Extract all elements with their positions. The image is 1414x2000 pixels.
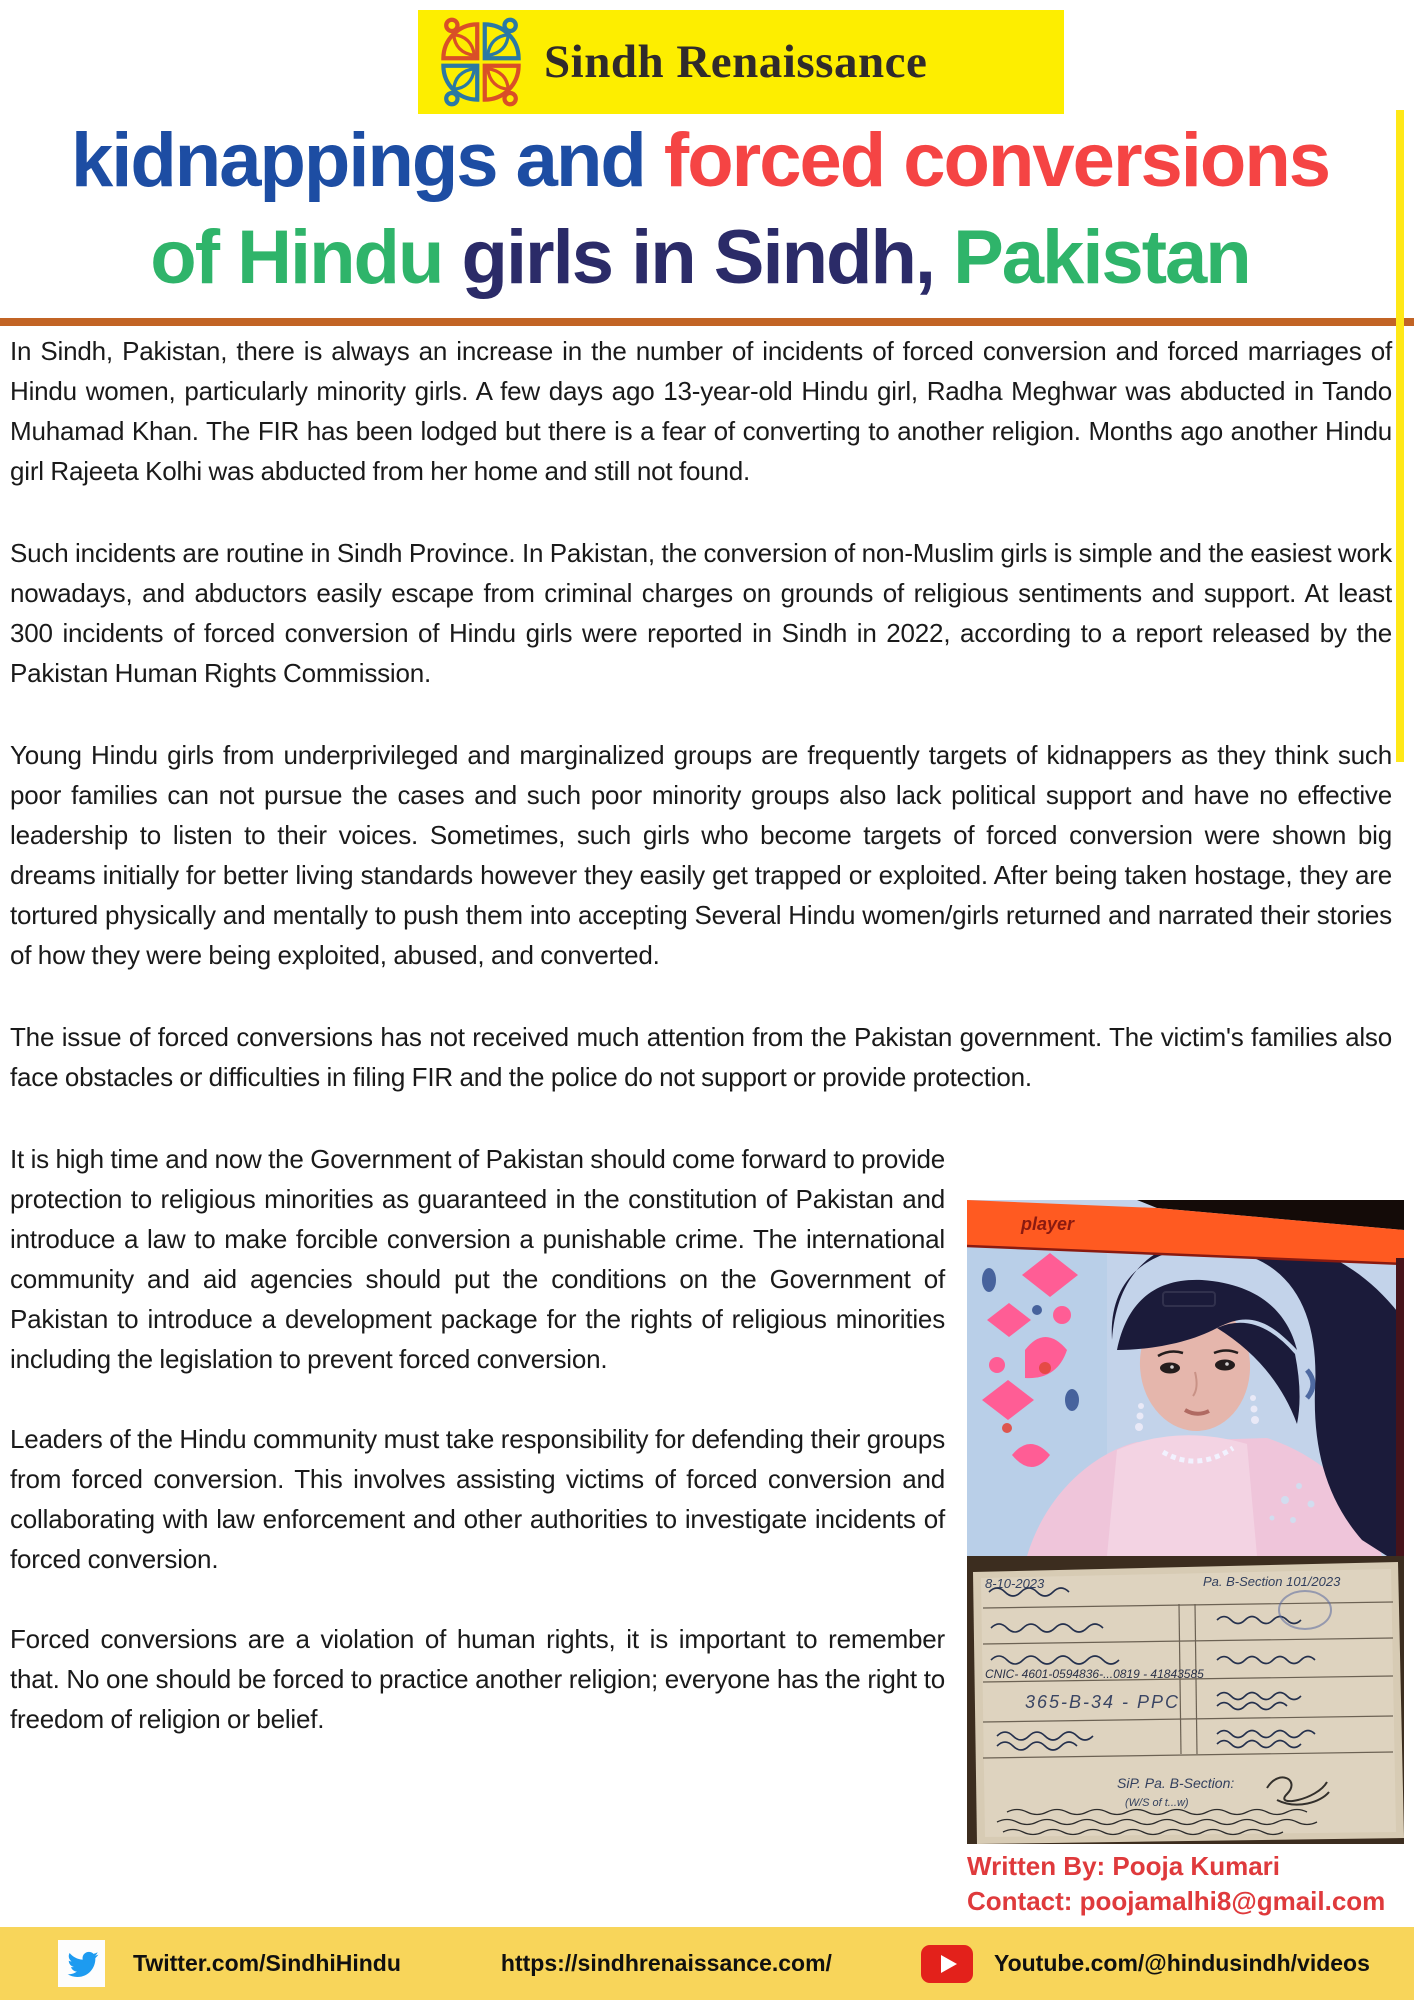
paragraph-3: Young Hindu girls from underprivileged and marginalized groups are frequently targets of kidnappers as they think such poor families can not pursue the cases and such poor minority groups also lack political support and have no effective leadership to listen to their voices. Sometimes, such girls who become targets of forced conversion were shown big dreams initially for better living standards however they easily get trapped or exploited. After being taken hostage, they are tortured physically and mentally to push them into accepting Several Hindu women/girls returned and narrated their stories of how they were being exploited, abused, and converted. bbox=[10, 740, 1392, 970]
title-girls-in-sindh: girls in Sindh, bbox=[461, 215, 954, 300]
title-line-1 bbox=[0, 112, 1400, 209]
title-of-hindu: of Hindu bbox=[150, 215, 462, 300]
yellow-side-bar bbox=[1396, 110, 1404, 762]
paragraph-7: Forced conversions are a violation of human rights, it is important to remember that. No one should be forced to practice another religion; everyone has the right to freedom of religion or belief. bbox=[10, 1624, 945, 1734]
title-forced-conversions: forced conversions bbox=[663, 118, 1330, 203]
paragraph-5: It is high time and now the Government of Pakistan should come forward to provide protection to religious minorities as guaranteed in the constitution of Pakistan and introduce a law to make forcible conversion a punishable crime. The international community and aid agencies should put the conditions on the Government of Pakistan to introduce a development package for the rights of religious minorities including the legislation to prevent forced conversion. bbox=[10, 1144, 945, 1374]
byline bbox=[967, 1849, 1404, 1919]
footer-twitter-handle: Twitter.com/SindhiHindu bbox=[133, 1950, 401, 1976]
paragraph-1: In Sindh, Pakistan, there is always an increase in the number of incidents of forced conversion and forced marriages of Hindu women, particularly minority girls. A few days ago 13-year-old Hindu girl, Radha Meghwar was abducted in Tando Muhamad Khan. The FIR has been lodged but there is a fear of converting to another religion. Months ago another Hindu girl Rajeeta Kolhi was abducted from her home and still not found. bbox=[10, 336, 1392, 486]
doc-sub-text: (W/S of t...w) bbox=[1125, 1797, 1189, 1809]
media-column bbox=[967, 1200, 1404, 1919]
doc-code-text: 365-B-34 - PPC bbox=[1025, 1692, 1181, 1712]
title-pakistan: Pakistan bbox=[953, 215, 1250, 300]
paragraph-6: Leaders of the Hindu community must take responsibility for defending their groups from forced conversion. This involves assisting victims of forced conversion and collaborating with law enforcement and other authorities to investigate incidents of forced conversion. bbox=[10, 1424, 945, 1574]
doc-cnic-text: CNIC- 4601-0594836-...0819 - 41843585 bbox=[985, 1667, 1204, 1681]
youtube-icon bbox=[920, 1944, 974, 1984]
contact-text: Contact: poojamalhi8@gmail.com bbox=[967, 1886, 1386, 1916]
twitter-icon-box bbox=[58, 1940, 105, 1987]
paragraph-4: The issue of forced conversions has not received much attention from the Pakistan government. The victim's families also face obstacles or difficulties in filing FIR and the police do not support or provide protection. bbox=[10, 1022, 1392, 1092]
header-banner bbox=[418, 10, 1064, 114]
fir-document-photo bbox=[967, 1556, 1404, 1844]
written-by-text: Written By: Pooja Kumari bbox=[967, 1851, 1281, 1881]
doc-header-text: Pa. B-Section 101/2023 bbox=[1203, 1574, 1341, 1589]
footer-youtube-url: Youtube.com/@hindusindh/videos bbox=[993, 1950, 1370, 1976]
doc-date-text: 8-10-2023 bbox=[985, 1576, 1045, 1591]
title-kidnappings: kidnappings and bbox=[70, 118, 664, 203]
sindh-renaissance-logo-icon bbox=[434, 15, 528, 109]
player-text-fragment: player bbox=[1021, 1214, 1075, 1234]
victim-girl-photo bbox=[967, 1200, 1404, 1556]
twitter-bird-icon bbox=[64, 1946, 100, 1982]
orange-divider-rule bbox=[0, 318, 1414, 326]
doc-section-text: SiP. Pa. B-Section: bbox=[1117, 1775, 1235, 1791]
youtube-icon-box bbox=[920, 1944, 974, 1984]
brand-title: Sindh Renaissance bbox=[544, 36, 928, 88]
footer-website-url: https://sindhrenaissance.com/ bbox=[500, 1950, 832, 1976]
page-title bbox=[0, 112, 1400, 306]
photo-right-edge bbox=[1396, 1258, 1404, 1556]
title-line-2 bbox=[0, 209, 1400, 306]
paragraph-2: Such incidents are routine in Sindh Province. In Pakistan, the conversion of non-Muslim girls is simple and the easiest work nowadays, and abductors easily escape from criminal charges on grounds of religious sentiments and support. At least 300 incidents of forced conversion of Hindu girls were reported in Sindh in 2022, according to a report released by the Pakistan Human Rights Commission. bbox=[10, 538, 1392, 688]
footer-bar bbox=[0, 1927, 1414, 2000]
